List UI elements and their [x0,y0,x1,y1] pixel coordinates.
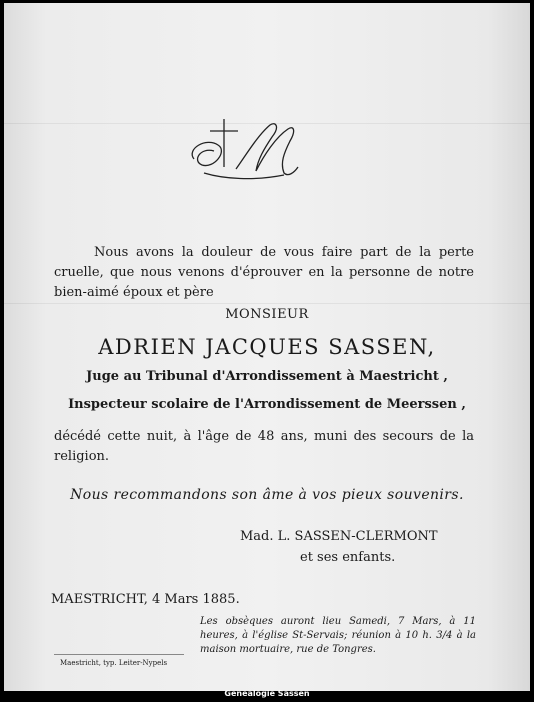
watermark-caption: Genealogie Sassen [224,689,310,698]
place-date: MAESTRICHT, 4 Mars 1885. [51,592,240,607]
honorific: MONSIEUR [225,307,309,322]
funeral-details: Les obsèques auront lieu Samedi, 7 Mars, à 11 heures, à l'église St-Servais; réunion à 10 h. 3/4 à la maison mortuaire, rue de Tongres. [200,616,476,655]
signature-children: et ses enfants. [300,550,396,565]
memorial-card [4,3,530,691]
deceased-title-judge: Juge au Tribunal d'Arrondissement à Maestricht , [86,369,448,384]
cross-monogram-emblem [184,115,304,185]
announcement-text: Nous avons la douleur de vous faire part de la perte cruelle, que nous venons d'éprouver en la personne de notre bien-aimé époux et père [54,245,474,300]
printer-divider [54,654,184,655]
death-paragraph: décédé cette nuit, à l'âge de 48 ans, muni des secours de la religion. [54,429,474,464]
deceased-title-inspector: Inspecteur scolaire de l'Arrondissement de Meerssen , [68,397,466,412]
printer-credit: Maestricht, typ. Leiter-Nypels [60,659,168,667]
signature-widow: Mad. L. SASSEN-CLERMONT [240,529,438,544]
announcement-paragraph [54,243,474,303]
paper-fold [4,303,530,304]
deceased-name: ADRIEN JACQUES SASSEN, [98,335,436,359]
recommendation-line: Nous recommandons son âme à vos pieux souvenirs. [70,487,464,503]
